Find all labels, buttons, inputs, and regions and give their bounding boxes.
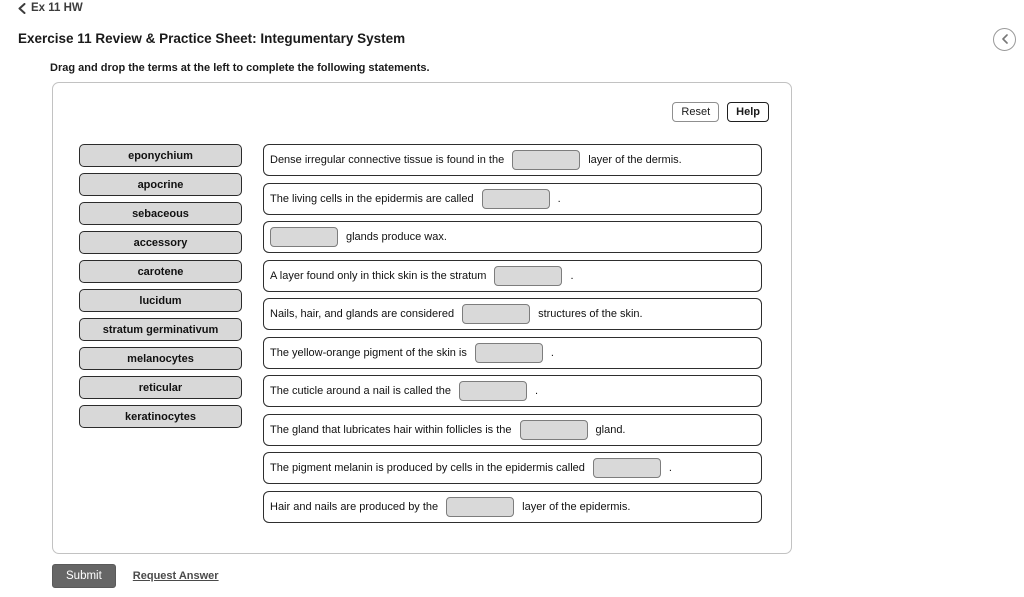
term-label: apocrine	[137, 178, 184, 191]
statement-prefix: The pigment melanin is produced by cells in the epidermis called	[270, 462, 585, 474]
answer-blank[interactable]	[494, 266, 562, 286]
work-area	[79, 144, 762, 529]
statement-suffix: gland.	[595, 423, 626, 436]
statement-row	[263, 260, 762, 292]
statement-prefix: The gland that lubricates hair within follicles is the	[270, 423, 512, 436]
statement-row	[263, 183, 762, 215]
statement-row	[263, 375, 762, 407]
term-chip[interactable]	[79, 231, 242, 254]
term-label: accessory	[133, 236, 188, 249]
statement-prefix: Hair and nails are produced by the	[270, 500, 439, 513]
statement-suffix: structures of the skin.	[538, 308, 643, 320]
submit-button[interactable]: Submit	[52, 564, 116, 588]
statements-list	[263, 144, 762, 529]
activity-panel	[52, 82, 792, 554]
statement-row	[263, 144, 762, 176]
statement-suffix: .	[668, 462, 672, 474]
term-chip[interactable]	[79, 173, 242, 196]
answer-blank[interactable]	[593, 458, 661, 478]
answer-blank[interactable]	[482, 189, 550, 209]
statement-suffix: glands produce wax.	[346, 231, 447, 243]
answer-blank[interactable]	[446, 497, 514, 517]
statement-row	[263, 452, 762, 484]
statement-row	[263, 298, 762, 330]
panel-toolbar	[672, 102, 769, 122]
chevron-left-icon	[1001, 32, 1009, 47]
statement-suffix: .	[535, 385, 539, 397]
term-label: lucidum	[139, 294, 182, 307]
answer-blank[interactable]	[462, 304, 530, 324]
term-label: melanocytes	[127, 352, 194, 365]
statement-row	[263, 337, 762, 369]
term-chip[interactable]	[79, 260, 242, 283]
answer-blank[interactable]	[270, 227, 338, 247]
collapse-panel-button[interactable]	[993, 28, 1016, 51]
term-label: stratum germinativum	[102, 323, 219, 336]
request-answer-link[interactable]: Request Answer	[132, 570, 219, 582]
statement-prefix: The cuticle around a nail is called the	[270, 385, 451, 397]
statement-prefix: Nails, hair, and glands are considered	[270, 308, 455, 320]
statement-row	[263, 221, 762, 253]
term-chip[interactable]	[79, 405, 242, 428]
statement-prefix: A layer found only in thick skin is the stratum	[270, 269, 487, 282]
term-chip[interactable]	[79, 347, 242, 370]
statement-suffix: layer of the dermis.	[588, 154, 682, 166]
answer-blank[interactable]	[459, 381, 527, 401]
term-bank	[79, 144, 242, 529]
term-chip[interactable]	[79, 376, 242, 399]
term-chip[interactable]	[79, 289, 242, 312]
statement-suffix: .	[550, 346, 554, 359]
term-chip[interactable]	[79, 318, 242, 341]
instruction-text: Drag and drop the terms at the left to complete the following statements.	[50, 62, 430, 74]
breadcrumb[interactable]	[18, 2, 83, 14]
term-label: eponychium	[128, 149, 193, 162]
statement-row	[263, 491, 762, 523]
term-label: reticular	[138, 381, 183, 394]
term-label: sebaceous	[132, 207, 189, 220]
footer	[52, 564, 219, 588]
page-title: Exercise 11 Review & Practice Sheet: Integumentary System	[18, 31, 406, 46]
statement-suffix: .	[570, 269, 574, 282]
statement-prefix: The yellow-orange pigment of the skin is	[270, 346, 467, 359]
breadcrumb-label: Ex 11 HW	[31, 2, 83, 14]
statement-row	[263, 414, 762, 446]
answer-blank[interactable]	[512, 150, 580, 170]
reset-button[interactable]: Reset	[672, 102, 719, 122]
term-chip[interactable]	[79, 144, 242, 167]
statement-prefix: Dense irregular connective tissue is found in the	[270, 154, 505, 166]
term-label: keratinocytes	[125, 410, 196, 423]
statement-suffix: layer of the epidermis.	[522, 500, 631, 513]
help-button[interactable]: Help	[727, 102, 769, 122]
answer-blank[interactable]	[520, 420, 588, 440]
statement-prefix: The living cells in the epidermis are called	[270, 192, 474, 205]
statement-suffix: .	[557, 192, 561, 205]
term-chip[interactable]	[79, 202, 242, 225]
term-label: carotene	[137, 265, 184, 278]
answer-blank[interactable]	[475, 343, 543, 363]
chevron-left-icon	[18, 3, 26, 14]
